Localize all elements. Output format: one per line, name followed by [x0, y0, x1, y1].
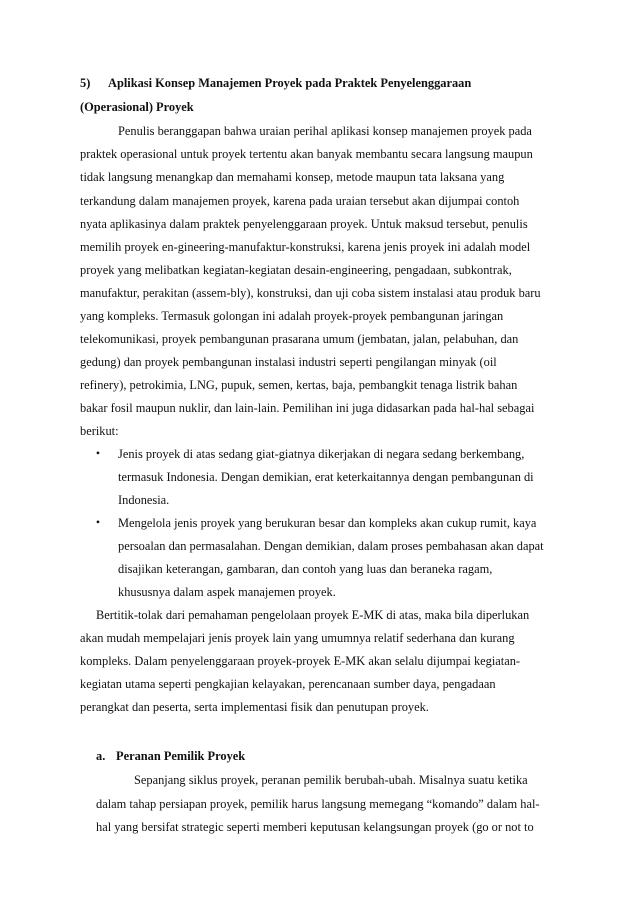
subsection-a-heading — [96, 748, 576, 764]
bullet-marker: • — [95, 446, 101, 460]
section-number: 5) — [80, 76, 91, 90]
bullet-marker: • — [95, 515, 101, 529]
section-title-line-2: (Operasional) Proyek — [80, 100, 194, 114]
subsection-title: Peranan Pemilik Proyek — [116, 749, 246, 763]
section-5-heading — [80, 75, 560, 91]
document-page: 5) Aplikasi Konsep Manajemen Proyek pada Praktek Penyelenggaraan (Operasional) Proyek Penulis beranggapan bahwa uraian perihal aplikasi konsep manajemen proyek pada praktek operasional untuk proyek tertentu akan banyak membantu secara langsung maupun tidak langsung menangkap dan memahami konsep, metode maupun tata laksana yang terkandung dalam manajemen proyek, karena pada uraian tersebut akan dijumpai contoh nyata aplikasinya dalam praktek penyelenggaraan proyek. Untuk maksud tersebut, penulis memilih proyek en-gineering-manufaktur-konstruksi, karena jenis proyek ini adalah model proyek yang melibatkan kegiatan-kegiatan desain-engineering, pengadaan, subkontrak, manufaktur, perakitan (assem-bly), konstruksi, dan uji coba sistem instalasi atau produk baru yang kompleks. Termasuk golongan ini adalah proyek-proyek pembangunan jaringan telekomunikasi, proyek pembangunan prasarana umum (jembatan, jalan, pelabuhan, dan gedung) dan proyek pembangunan instalasi industri seperti pengilangan minyak (oil refinery), petrokimia, LNG, pupuk, semen, kertas, baja, pembangkit tenaga listrik bahan bakar fosil maupun nuklir, dan lain-lain. Pemilihan ini juga didasarkan pada hal-hal sebagai berikut: • Jenis proyek di atas sedang giat-giatnya dikerjakan di negara sedang berkembang, termasuk Indonesia. Dengan demikian, erat keterkaitannya dengan pembangunan di Indonesia. • Mengelola jenis proyek yang berukuran besar dan kompleks akan cukup rumit, kaya persoalan dan permasalahan. Dengan demikian, dalam proses pembahasan akan dapat disajikan keterangan, gambaran, dan contoh yang luas dan beraneka ragam, khususnya dalam aspek manajemen proyek. Bertitik-tolak dari pemahaman pengelolaan proyek E-MK di atas, maka bila diperlukan akan mudah mempelajari jenis proyek lain yang umumnya relatif sederhana dan kurang kompleks. Dalam penyelenggaraan proyek-proyek E-MK akan selalu dijumpai kegiatan- kegiatan utama seperti pengkajian kelayakan, perencanaan sumber daya, pengadaan perangkat dan peserta, serta implementasi fisik dan penutupan proyek. a. Peranan Pemilik Proyek Sepanjang siklus proyek, peranan pemilik berubah-ubah. Misalnya suatu ketika dalam tahap persiapan proyek, pemilik harus langsung memegang “komando” dalam hal- hal yang bersifat strategic seperti memberi keputusan kelangsungan proyek (go or not to — [0, 0, 638, 903]
subsection-label: a. — [96, 749, 106, 763]
section-title-line-1: Aplikasi Konsep Manajemen Proyek pada Praktek Penyelenggaraan — [108, 76, 472, 90]
